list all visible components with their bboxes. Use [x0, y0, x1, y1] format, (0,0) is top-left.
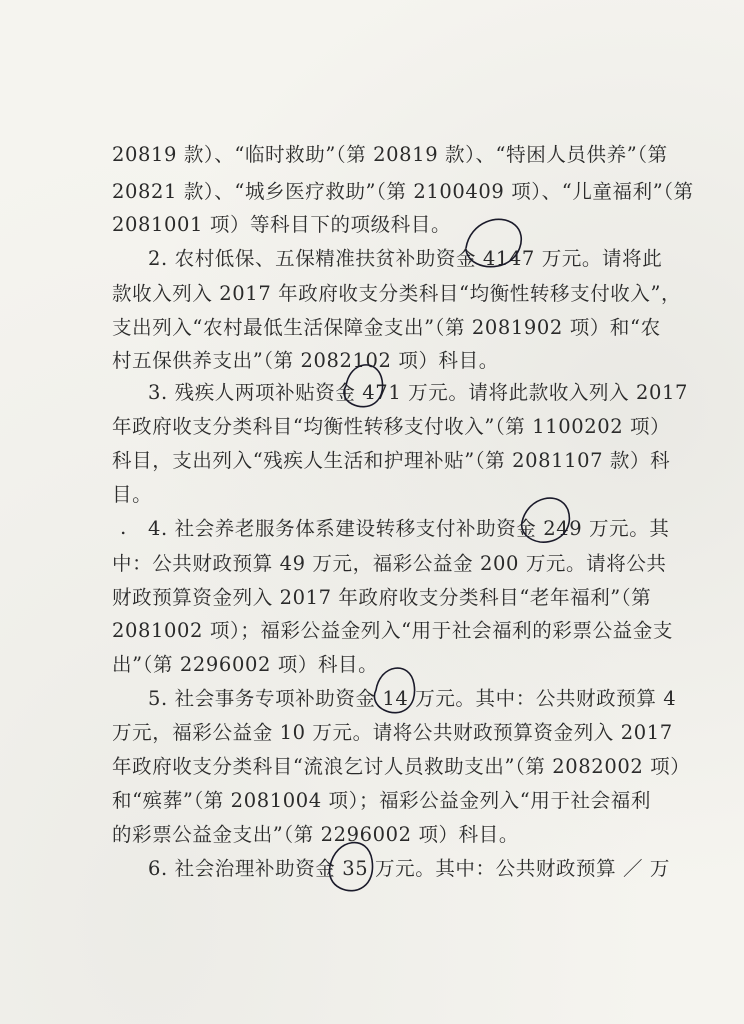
paragraph-5-line: 5. 社会事务专项补助资金 14 万元。其中：公共财政预算 4 — [148, 687, 677, 710]
text-line: 科目，支出列入“残疾人生活和护理补贴”（第 2081107 款）科 — [112, 449, 671, 472]
text-line: 款收入列入 2017 年政府收支分类科目“均衡性转移支付收入”， — [112, 282, 682, 305]
text-line: 中：公共财政预算 49 万元，福彩公益金 200 万元。请将公共 — [112, 552, 667, 575]
text-line: 2081002 项）；福彩公益金列入“用于社会福利的彩票公益金支 — [112, 619, 673, 642]
text-line: 年政府收支分类科目“流浪乞讨人员救助支出”（第 2082002 项） — [112, 755, 691, 778]
margin-dot: . — [120, 515, 127, 539]
text-line: 出”（第 2296002 项）科目。 — [112, 653, 379, 676]
text-line: 年政府收支分类科目“均衡性转移支付收入”（第 1100202 项） — [112, 415, 671, 438]
text-line: 支出列入“农村最低生活保障金支出”（第 2081902 项）和“农 — [112, 316, 661, 339]
text-line: 和“殡葬”（第 2081004 项）；福彩公益金列入“用于社会福利 — [112, 789, 651, 812]
paragraph-6-line: 6. 社会治理补助资金 35 万元。其中：公共财政预算 ／ 万 — [148, 857, 671, 880]
text-line: 20819 款）、“临时救助”（第 20819 款）、“特困人员供养”（第 — [112, 143, 668, 166]
text-line: 的彩票公益金支出”（第 2296002 项）科目。 — [112, 823, 519, 846]
text-line: 2081001 项）等科目下的项级科目。 — [112, 213, 452, 236]
text-line: 村五保供养支出”（第 2082102 项）科目。 — [112, 349, 499, 372]
paragraph-4-line: 4. 社会养老服务体系建设转移支付补助资金 249 万元。其 — [148, 517, 670, 540]
text-line: 20821 款）、“城乡医疗救助”（第 2100409 项）、“儿童福利”（第 — [112, 180, 694, 203]
paragraph-2-line: 2. 农村低保、五保精准扶贫补助资金 4147 万元。请将此 — [148, 247, 663, 270]
text-line: 目。 — [112, 483, 153, 506]
paragraph-3-line: 3. 残疾人两项补贴资金 471 万元。请将此款收入列入 2017 — [148, 381, 689, 404]
text-line: 财政预算资金列入 2017 年政府收支分类科目“老年福利”（第 — [112, 586, 652, 609]
text-line: 万元，福彩公益金 10 万元。请将公共财政预算资金列入 2017 — [112, 721, 673, 744]
